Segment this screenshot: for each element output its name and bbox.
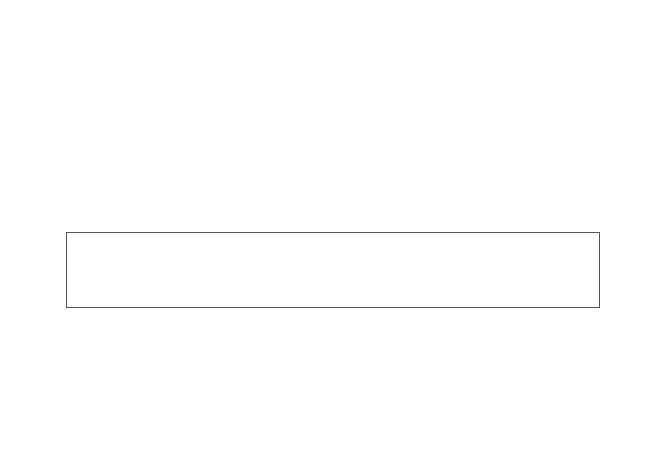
team-list	[66, 232, 600, 308]
